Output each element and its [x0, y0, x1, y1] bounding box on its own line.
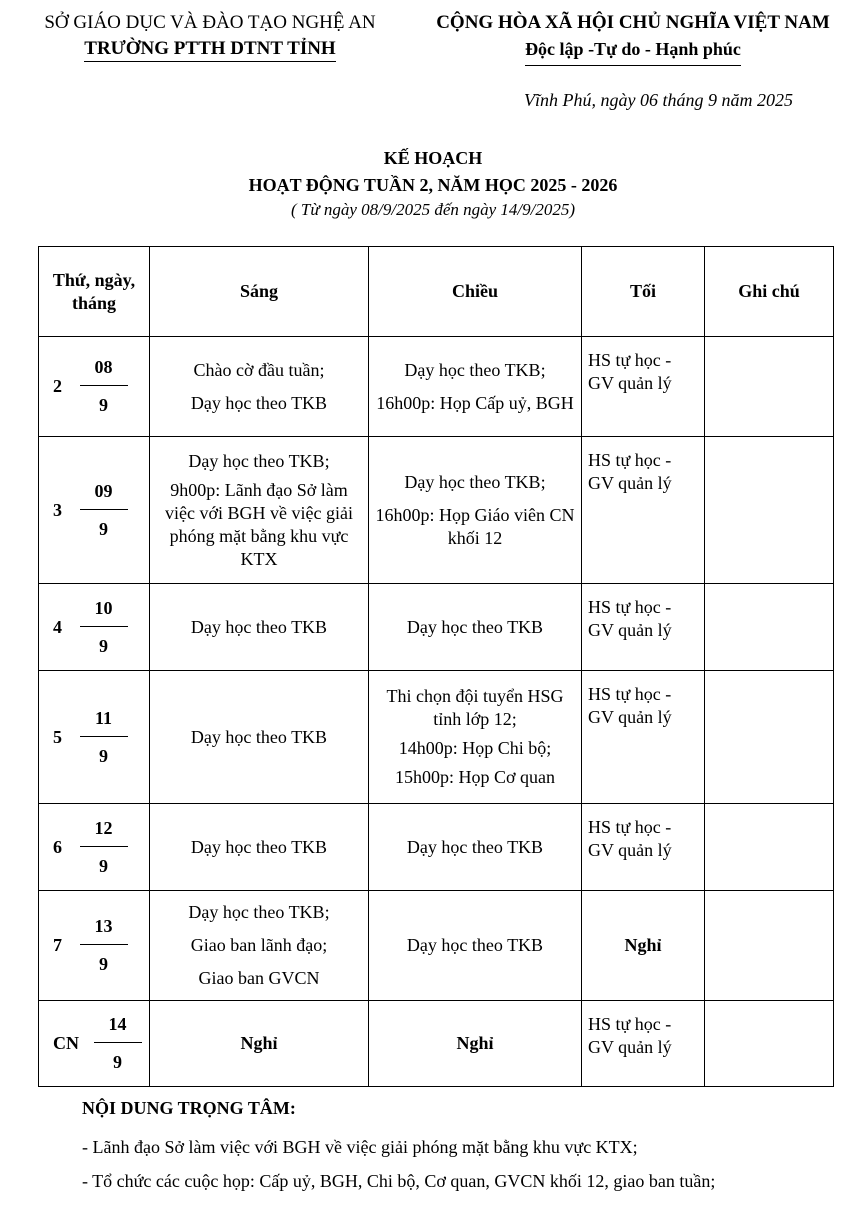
- table-row: [39, 337, 834, 437]
- day-date: [80, 817, 128, 878]
- morning-activity: Giao ban GVCN: [198, 968, 320, 988]
- evening-cell: HS tự học - GV quản lý: [582, 804, 705, 891]
- morning-activity: Chào cờ đầu tuần;: [193, 359, 325, 380]
- afternoon-cell: [369, 584, 582, 671]
- note-cell: [705, 891, 834, 1001]
- table-row: [39, 671, 834, 804]
- document-title: [0, 145, 866, 199]
- morning-cell: [150, 891, 369, 1001]
- morning-activity: Dạy học theo TKB;: [188, 902, 330, 922]
- header-left: [20, 10, 400, 62]
- day-cell: [39, 337, 150, 437]
- note-cell: [705, 337, 834, 437]
- afternoon-cell: [369, 337, 582, 437]
- month-number: 9: [99, 635, 108, 656]
- morning-activity: Dạy học theo TKB: [190, 726, 328, 747]
- month-number: 9: [113, 1052, 122, 1072]
- morning-activity: 9h00p: Lãnh đạo Sở làm việc với BGH về việc giải phóng mặt bằng khu vực KTX: [165, 479, 353, 569]
- header-day: Thứ, ngày, tháng: [39, 247, 150, 337]
- morning-cell: [150, 671, 369, 804]
- date-number: 14: [94, 1013, 142, 1043]
- month-number: 9: [99, 855, 108, 876]
- afternoon-activity: Dạy học theo TKB: [406, 616, 544, 637]
- morning-activity: Dạy học theo TKB: [190, 392, 328, 413]
- day-name: 2: [53, 376, 62, 396]
- day-name: 3: [53, 499, 62, 520]
- day-name: 4: [53, 616, 62, 637]
- afternoon-cell: [369, 671, 582, 804]
- afternoon-activity: Dạy học theo TKB: [406, 935, 544, 955]
- weekly-plan-table: [38, 246, 834, 1087]
- table-row: [39, 804, 834, 891]
- day-date: [80, 915, 128, 976]
- table-header-row: [39, 247, 834, 337]
- day-date: [80, 480, 128, 541]
- header-morning: Sáng: [150, 247, 369, 337]
- table-row: [39, 584, 834, 671]
- document-subtitle: ( Từ ngày 08/9/2025 đến ngày 14/9/2025): [290, 200, 576, 219]
- morning-cell: [150, 437, 369, 584]
- afternoon-activity: 14h00p: Họp Chi bộ;: [398, 738, 552, 758]
- note-cell: [705, 437, 834, 584]
- afternoon-cell: [369, 437, 582, 584]
- afternoon-activity: 15h00p: Họp Cơ quan: [394, 767, 555, 787]
- month-number: 9: [99, 954, 108, 974]
- day-name: 5: [53, 726, 62, 747]
- afternoon-cell: [369, 891, 582, 1001]
- evening-cell: HS tự học - GV quản lý: [582, 1001, 705, 1087]
- day-date: [80, 356, 128, 417]
- day-cell: [39, 1001, 150, 1087]
- table-row: [39, 437, 834, 584]
- date-number: 12: [80, 817, 128, 847]
- morning-activity: Dạy học theo TKB: [190, 836, 328, 857]
- morning-cell: [150, 337, 369, 437]
- afternoon-activity: Dạy học theo TKB;: [404, 359, 546, 380]
- month-number: 9: [99, 745, 108, 766]
- day-cell: [39, 804, 150, 891]
- day-cell: [39, 437, 150, 584]
- afternoon-activity: Thi chọn đội tuyển HSG tỉnh lớp 12;: [386, 686, 564, 729]
- header-afternoon: Chiều: [369, 247, 582, 337]
- date-number: 09: [80, 480, 128, 510]
- month-number: 9: [99, 518, 108, 539]
- day-name: 7: [53, 935, 62, 955]
- afternoon-cell: [369, 1001, 582, 1087]
- header-note: Ghi chú: [705, 247, 834, 337]
- afternoon-activity: Dạy học theo TKB;: [404, 471, 546, 492]
- focus-item: - Tổ chức các cuộc họp: Cấp uỷ, BGH, Chi bộ, Cơ quan, GVCN khối 12, giao ban tuần;: [82, 1171, 716, 1191]
- morning-cell: [150, 584, 369, 671]
- morning-activity: Giao ban lãnh đạo;: [190, 935, 328, 955]
- morning-cell: [150, 804, 369, 891]
- evening-cell: HS tự học - GV quản lý: [582, 584, 705, 671]
- day-cell: [39, 584, 150, 671]
- focus-title: NỘI DUNG TRỌNG TÂM:: [82, 1098, 296, 1118]
- afternoon-activity: Nghỉ: [456, 1033, 494, 1053]
- note-cell: [705, 584, 834, 671]
- note-cell: [705, 1001, 834, 1087]
- department-name: SỞ GIÁO DỤC VÀ ĐÀO TẠO NGHỆ AN: [44, 12, 376, 33]
- morning-cell: [150, 1001, 369, 1087]
- day-cell: [39, 671, 150, 804]
- national-title: CỘNG HÒA XÃ HỘI CHỦ NGHĨA VIỆT NAM: [436, 12, 830, 33]
- evening-cell: HS tự học - GV quản lý: [582, 437, 705, 584]
- day-date: [80, 597, 128, 658]
- focus-item: - Lãnh đạo Sở làm việc với BGH về việc giải phóng mặt bằng khu vực KTX;: [82, 1137, 638, 1157]
- month-number: 9: [99, 395, 108, 415]
- note-cell: [705, 671, 834, 804]
- evening-cell: HS tự học - GV quản lý: [582, 671, 705, 804]
- table-row: [39, 891, 834, 1001]
- national-motto: Độc lập -Tự do - Hạnh phúc: [525, 36, 741, 66]
- date-number: 08: [80, 356, 128, 386]
- title-line-2: HOẠT ĐỘNG TUẦN 2, NĂM HỌC 2025 - 2026: [248, 175, 618, 195]
- focus-list: [82, 1130, 715, 1198]
- afternoon-cell: [369, 804, 582, 891]
- morning-activity: Dạy học theo TKB;: [188, 450, 330, 471]
- day-date: [80, 707, 128, 768]
- date-number: 11: [80, 707, 128, 737]
- title-line-1: KẾ HOẠCH: [383, 148, 483, 168]
- afternoon-activity: Dạy học theo TKB: [406, 836, 544, 857]
- day-name: CN: [53, 1033, 79, 1053]
- afternoon-activity: 16h00p: Họp Cấp uỷ, BGH: [376, 392, 574, 413]
- header-evening: Tối: [582, 247, 705, 337]
- date-number: 10: [80, 597, 128, 627]
- evening-cell: Nghỉ: [582, 891, 705, 1001]
- note-cell: [705, 804, 834, 891]
- header-right: [408, 10, 858, 66]
- document-date: Vĩnh Phú, ngày 06 tháng 9 năm 2025: [524, 90, 793, 110]
- day-name: 6: [53, 836, 62, 857]
- evening-cell: HS tự học - GV quản lý: [582, 337, 705, 437]
- day-date: [94, 1013, 142, 1074]
- morning-activity: Dạy học theo TKB: [190, 616, 328, 637]
- table-row: [39, 1001, 834, 1087]
- morning-activity: Nghỉ: [240, 1033, 278, 1053]
- date-number: 13: [80, 915, 128, 945]
- day-cell: [39, 891, 150, 1001]
- afternoon-activity: 16h00p: Họp Giáo viên CN khối 12: [375, 504, 575, 548]
- school-name: TRƯỜNG PTTH DTNT TỈNH: [84, 38, 335, 62]
